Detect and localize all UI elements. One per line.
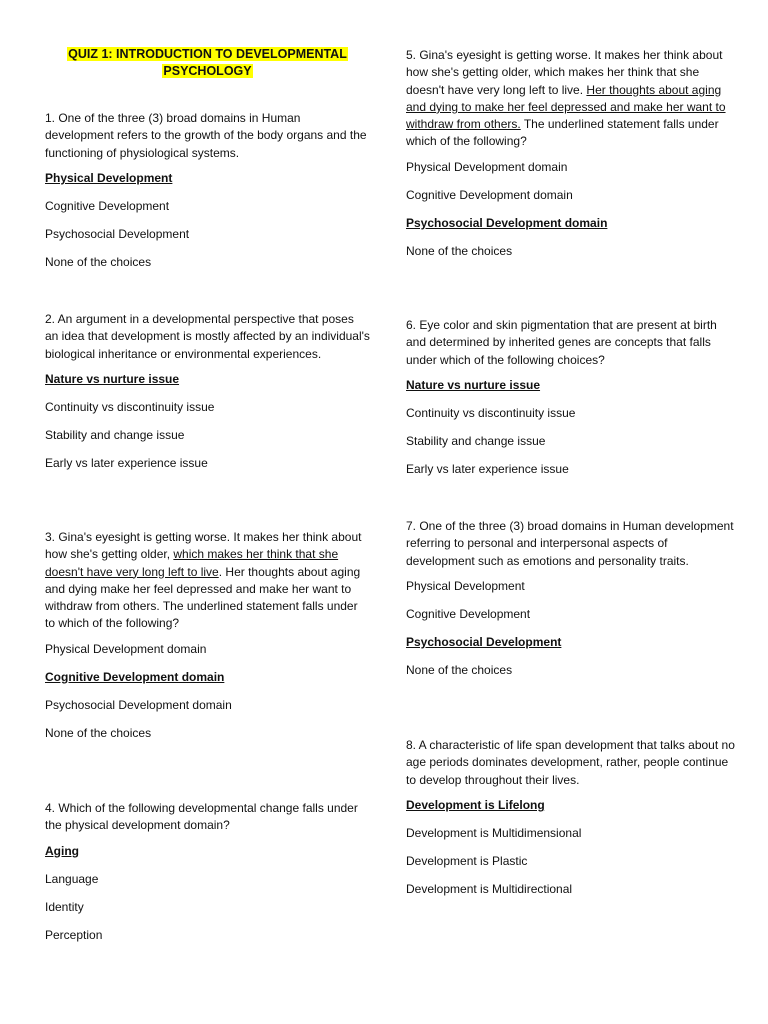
answer-option: Psychosocial Development [45,226,190,241]
question-8 [406,737,736,909]
answer-option: Development is Multidimensional [406,825,582,840]
answer-option: Cognitive Development domain [406,187,573,202]
answer-option-correct: Nature vs nurture issue [406,377,541,392]
answer-option-correct: Nature vs nurture issue [45,371,180,386]
answer-option: Development is Plastic [406,853,528,868]
answer-option: Identity [45,899,84,914]
question-stem-part: The underlined statement falls under which of the following? [406,117,719,149]
answer-option-correct: Physical Development [45,170,173,185]
question-6 [406,317,736,489]
answer-option: None of the choices [45,254,152,269]
answer-option: Psychosocial Development domain [45,697,232,712]
answer-option: Continuity vs discontinuity issue [406,405,576,420]
answer-option: Physical Development domain [45,641,207,656]
answer-option: Early vs later experience issue [406,461,569,476]
quiz-title [45,46,370,80]
answer-option: Physical Development domain [406,159,568,174]
answer-option: Cognitive Development [406,606,531,621]
question-stem-part: . Her thoughts about aging and dying make her feel depressed and make her want to withdraw from others. The underlined statement falls under to which of the following? [45,564,361,631]
question-stem: 6. Eye color and skin pigmentation that are present at birth and determined by inherited genes are concepts that falls under which of the following choices? [406,318,717,367]
question-1 [45,110,370,282]
underlined-statement: which makes her think that she doesn't have very long left to live [45,547,339,579]
question-5 [406,47,736,271]
answer-option: Development is Multidirectional [406,881,573,896]
answer-option-correct: Psychosocial Development domain [406,215,608,230]
underlined-statement: Her thoughts about aging and dying to make her feel depressed and make her want to withdraw from others. [406,82,726,132]
answer-option: Perception [45,927,103,942]
question-stem: 1. One of the three (3) broad domains in Human development refers to the growth of the body organs and the functioning of physiological systems. [45,111,367,160]
answer-option: Language [45,871,99,886]
question-stem [45,529,370,633]
answer-option-correct: Psychosocial Development [406,634,562,649]
answer-option: Early vs later experience issue [45,455,208,470]
quiz-title-line1: QUIZ 1: INTRODUCTION TO DEVELOPMENTAL [68,47,347,61]
answer-option-correct: Development is Lifelong [406,797,545,812]
question-stem: 2. An argument in a developmental perspective that poses an idea that development is mostly affected by an individual's biological inheritance or environmental experiences. [45,312,370,361]
answer-option: Continuity vs discontinuity issue [45,399,215,414]
answer-option: None of the choices [406,662,513,677]
answer-option-correct: Cognitive Development domain [45,669,225,684]
answer-option: Physical Development [406,578,525,593]
question-4 [45,800,370,955]
answer-option: Stability and change issue [45,427,185,442]
answer-option: Cognitive Development [45,198,170,213]
answer-option-correct: Aging [45,843,79,858]
question-2 [45,311,370,483]
question-stem-part: 3. Gina's eyesight is getting worse. It makes her think about how she's getting older, [45,530,362,562]
question-stem: 7. One of the three (3) broad domains in Human development referring to personal and interpersonal aspects of development such as emotions and personality traits. [406,519,734,568]
answer-option: Stability and change issue [406,433,546,448]
quiz-title-line2: PSYCHOLOGY [163,64,252,78]
question-stem: 8. A characteristic of life span development that talks about no age periods dominates development, rather, people continue to develop throughout their lives. [406,738,735,787]
question-7 [406,518,736,690]
question-stem-part: 5. Gina's eyesight is getting worse. It makes her think about how she's getting older, which makes her think that she doesn't have very long left to live. [406,48,723,97]
answer-option: None of the choices [406,243,513,258]
question-stem: 4. Which of the following developmental change falls under the physical development domain? [45,801,358,833]
answer-option: None of the choices [45,725,152,740]
question-stem [406,47,736,151]
question-3 [45,529,370,753]
